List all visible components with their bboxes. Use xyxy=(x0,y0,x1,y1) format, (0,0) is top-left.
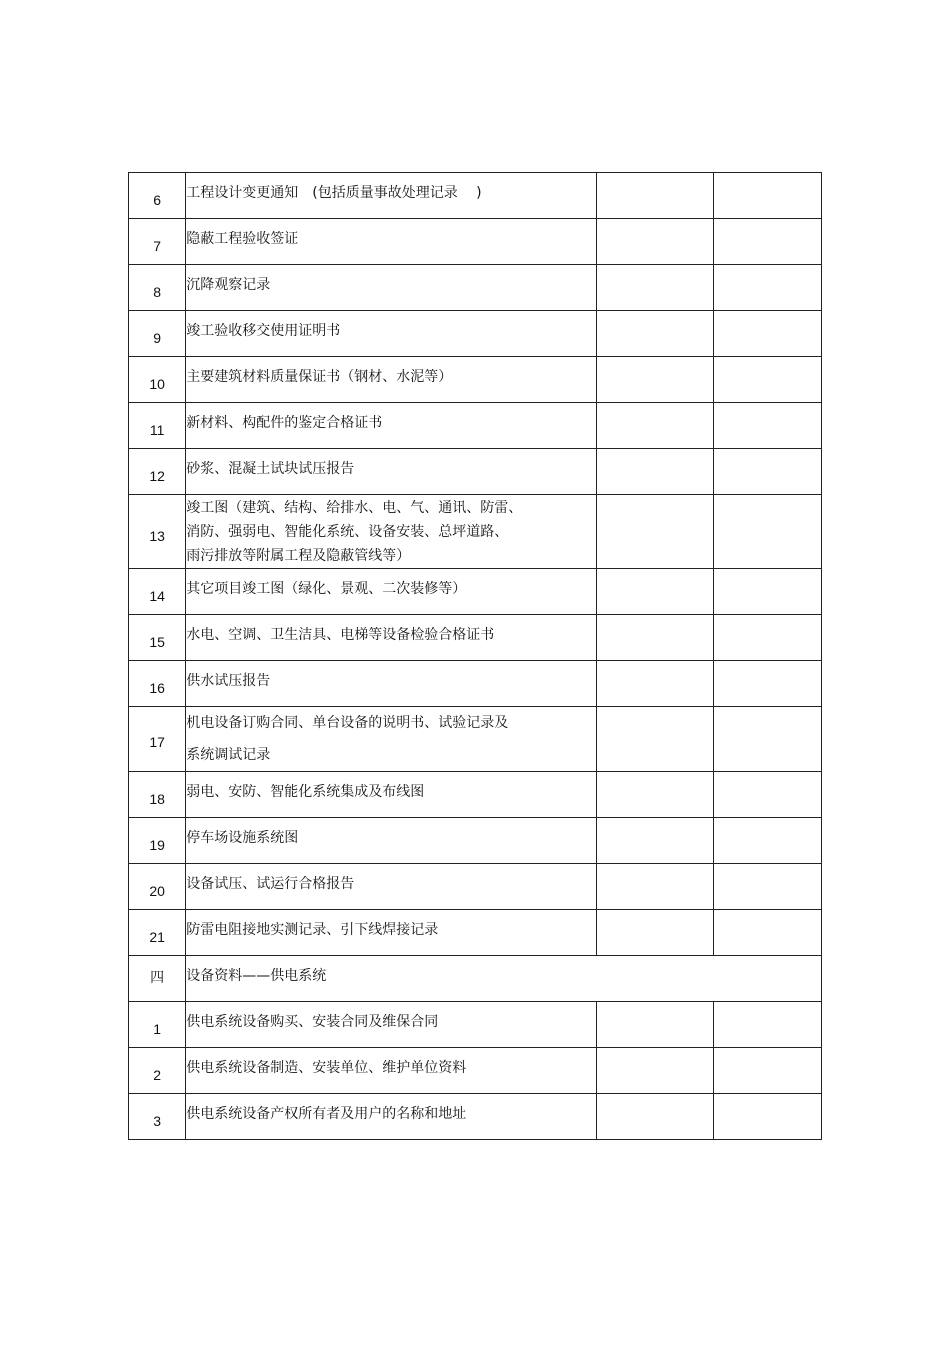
table-row xyxy=(129,219,822,265)
row-number-cell xyxy=(129,1002,186,1048)
row-number-cell xyxy=(129,569,186,615)
item-cell xyxy=(186,707,597,772)
table-row xyxy=(129,265,822,311)
row-number: 2 xyxy=(153,1067,162,1083)
row-number-cell xyxy=(129,661,186,707)
row-number: 11 xyxy=(149,422,165,438)
item-text: 水电、空调、卫生洁具、电梯等设备检验合格证书 xyxy=(186,627,495,643)
item-text: 设备试压、试运行合格报告 xyxy=(186,876,355,892)
table-row xyxy=(129,707,822,772)
blank-cell xyxy=(713,818,822,864)
item-cell xyxy=(186,569,597,615)
item-text: 竣工验收移交使用证明书 xyxy=(186,323,341,339)
item-cell xyxy=(186,818,597,864)
row-number: 20 xyxy=(149,883,165,899)
blank-cell xyxy=(713,173,822,219)
table-row xyxy=(129,1002,822,1048)
item-cell xyxy=(186,265,597,311)
row-number: 6 xyxy=(153,192,162,208)
blank-cell xyxy=(597,173,714,219)
blank-cell xyxy=(597,661,714,707)
table-row xyxy=(129,449,822,495)
blank-cell xyxy=(597,357,714,403)
table-row xyxy=(129,311,822,357)
item-text: 新材料、构配件的鉴定合格证书 xyxy=(186,415,383,431)
item-cell xyxy=(186,403,597,449)
blank-cell xyxy=(713,265,822,311)
item-cell xyxy=(186,219,597,265)
blank-cell xyxy=(597,495,714,569)
blank-cell xyxy=(597,311,714,357)
row-number: 21 xyxy=(149,929,165,945)
row-number-cell xyxy=(129,772,186,818)
item-cell xyxy=(186,1048,597,1094)
table-row xyxy=(129,772,822,818)
blank-cell xyxy=(597,219,714,265)
blank-cell xyxy=(597,569,714,615)
item-text: 供电系统设备制造、安装单位、维护单位资料 xyxy=(186,1060,467,1076)
item-text: 其它项目竣工图（绿化、景观、二次装修等） xyxy=(186,581,467,597)
table-row xyxy=(129,403,822,449)
item-text: 沉降观察记录 xyxy=(186,277,271,293)
item-cell xyxy=(186,449,597,495)
table-row xyxy=(129,357,822,403)
row-number: 18 xyxy=(149,791,165,807)
row-number-cell xyxy=(129,311,186,357)
blank-cell xyxy=(597,864,714,910)
blank-cell xyxy=(713,910,822,956)
row-number: 16 xyxy=(149,680,165,696)
section-number: 四 xyxy=(150,969,165,985)
blank-cell xyxy=(713,864,822,910)
item-cell xyxy=(186,661,597,707)
item-text: 主要建筑材料质量保证书（钢材、水泥等） xyxy=(186,369,453,385)
table-row xyxy=(129,495,822,569)
row-number-cell xyxy=(129,265,186,311)
item-text-line: 消防、强弱电、智能化系统、设备安装、总坪道路、 xyxy=(186,524,509,540)
blank-cell xyxy=(713,661,822,707)
section-number-cell xyxy=(129,956,186,1002)
blank-cell xyxy=(597,1094,714,1140)
row-number-cell xyxy=(129,818,186,864)
blank-cell xyxy=(597,1002,714,1048)
row-number: 15 xyxy=(149,634,165,650)
blank-cell xyxy=(713,1094,822,1140)
item-cell xyxy=(186,1094,597,1140)
section-title-cell xyxy=(186,956,822,1002)
row-number-cell xyxy=(129,357,186,403)
item-text: 供水试压报告 xyxy=(186,673,271,689)
blank-cell xyxy=(597,910,714,956)
row-number: 14 xyxy=(149,588,165,604)
row-number-cell xyxy=(129,495,186,569)
item-cell xyxy=(186,615,597,661)
row-number-cell xyxy=(129,707,186,772)
table-row xyxy=(129,864,822,910)
item-cell xyxy=(186,495,597,569)
blank-cell xyxy=(713,449,822,495)
item-text-line: 机电设备订购合同、单台设备的说明书、试验记录及 xyxy=(186,715,509,731)
blank-cell xyxy=(713,1048,822,1094)
blank-cell xyxy=(713,219,822,265)
item-text: 供电系统设备购买、安装合同及维保合同 xyxy=(186,1014,439,1030)
blank-cell xyxy=(713,569,822,615)
row-number: 12 xyxy=(149,468,165,484)
row-number: 1 xyxy=(153,1021,162,1037)
item-cell xyxy=(186,910,597,956)
item-cell xyxy=(186,864,597,910)
row-number: 10 xyxy=(149,376,165,392)
row-number: 9 xyxy=(153,330,162,346)
table-row xyxy=(129,173,822,219)
item-text-line: 雨污排放等附属工程及隐蔽管线等） xyxy=(186,548,411,564)
item-cell xyxy=(186,173,597,219)
blank-cell xyxy=(597,403,714,449)
item-text-line: 系统调试记录 xyxy=(186,747,271,763)
blank-cell xyxy=(713,311,822,357)
row-number-cell xyxy=(129,219,186,265)
blank-cell xyxy=(597,1048,714,1094)
section-row xyxy=(129,956,822,1002)
blank-cell xyxy=(713,615,822,661)
blank-cell xyxy=(713,403,822,449)
item-text: 弱电、安防、智能化系统集成及布线图 xyxy=(186,784,425,800)
row-number: 13 xyxy=(149,528,165,544)
section-title: 设备资料——供电系统 xyxy=(186,968,327,984)
item-text-line: 竣工图（建筑、结构、给排水、电、气、通讯、防雷、 xyxy=(186,500,523,516)
table-row xyxy=(129,661,822,707)
item-text: 防雷电阻接地实测记录、引下线焊接记录 xyxy=(186,922,439,938)
blank-cell xyxy=(597,615,714,661)
table-row xyxy=(129,910,822,956)
row-number-cell xyxy=(129,910,186,956)
table-row xyxy=(129,1048,822,1094)
row-number-cell xyxy=(129,173,186,219)
table-row xyxy=(129,569,822,615)
blank-cell xyxy=(597,818,714,864)
row-number-cell xyxy=(129,1094,186,1140)
item-cell xyxy=(186,772,597,818)
row-number-cell xyxy=(129,864,186,910)
document-table xyxy=(128,172,822,1140)
row-number-cell xyxy=(129,449,186,495)
item-text: 砂浆、混凝土试块试压报告 xyxy=(186,461,355,477)
item-cell xyxy=(186,311,597,357)
blank-cell xyxy=(713,772,822,818)
blank-cell xyxy=(713,495,822,569)
blank-cell xyxy=(713,707,822,772)
item-text: 隐蔽工程验收签证 xyxy=(186,231,299,247)
item-cell xyxy=(186,1002,597,1048)
row-number-cell xyxy=(129,615,186,661)
item-cell xyxy=(186,357,597,403)
row-number-cell xyxy=(129,1048,186,1094)
blank-cell xyxy=(597,707,714,772)
blank-cell xyxy=(597,449,714,495)
item-text: 供电系统设备产权所有者及用户的名称和地址 xyxy=(186,1106,467,1122)
item-text: 工程设计变更通知 (包括质量事故处理记录 ) xyxy=(186,185,482,201)
blank-cell xyxy=(713,1002,822,1048)
blank-cell xyxy=(597,772,714,818)
row-number: 7 xyxy=(153,238,162,254)
blank-cell xyxy=(713,357,822,403)
table-row xyxy=(129,818,822,864)
table-row xyxy=(129,615,822,661)
row-number: 19 xyxy=(149,837,165,853)
row-number-cell xyxy=(129,403,186,449)
row-number: 3 xyxy=(153,1113,162,1129)
row-number: 17 xyxy=(149,734,165,750)
table-row xyxy=(129,1094,822,1140)
item-text: 停车场设施系统图 xyxy=(186,830,299,846)
row-number: 8 xyxy=(153,284,162,300)
blank-cell xyxy=(597,265,714,311)
